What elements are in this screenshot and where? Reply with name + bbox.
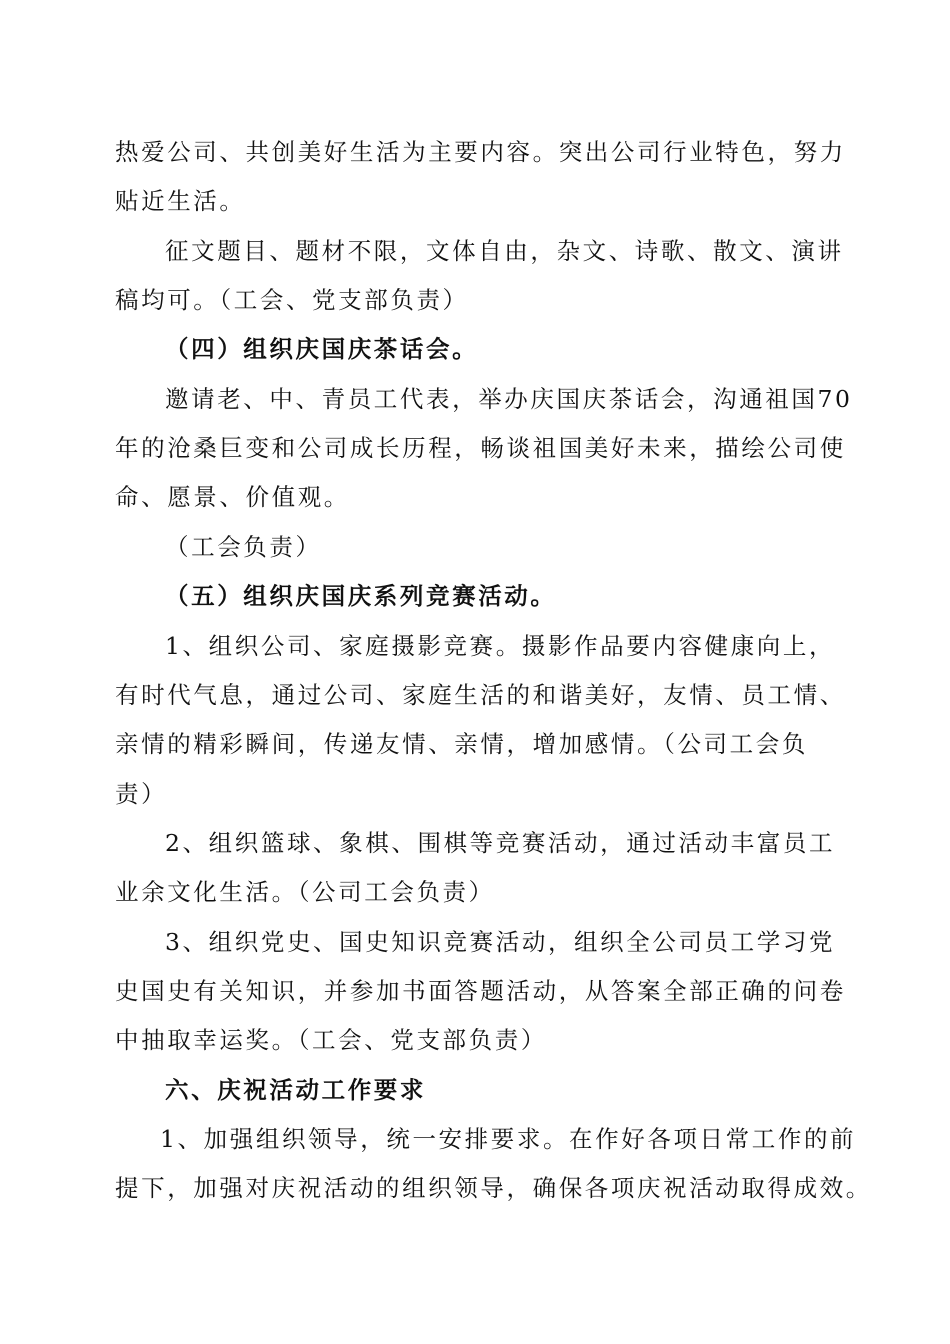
section-heading: （五）组织庆国庆系列竞赛活动。 — [165, 582, 557, 610]
paragraph-line: 2、组织篮球、象棋、围棋等竞赛活动，通过活动丰富员工 — [165, 829, 836, 857]
paragraph-line: 史国史有关知识，并参加书面答题活动，从答案全部正确的问卷 — [115, 977, 846, 1005]
paragraph-line: 亲情的精彩瞬间，传递友情、亲情，增加感情。（公司工会负 — [115, 730, 808, 758]
section-heading: （四）组织庆国庆茶话会。 — [165, 335, 479, 363]
paragraph-line: 热爱公司、共创美好生活为主要内容。突出公司行业特色，努力 — [115, 138, 846, 166]
paragraph-line: 1、组织公司、家庭摄影竞赛。摄影作品要内容健康向上， — [165, 632, 836, 660]
paragraph-line: 1、加强组织领导，统一安排要求。在作好各项日常工作的前 — [160, 1125, 857, 1153]
paragraph-line: 征文题目、题材不限，文体自由，杂文、诗歌、散文、演讲 — [165, 237, 844, 265]
paragraph-line: 有时代气息，通过公司、家庭生活的和谐美好，友情、员工情、 — [115, 681, 846, 709]
paragraph-line: 责） — [115, 780, 168, 808]
section-heading: 六、庆祝活动工作要求 — [165, 1076, 426, 1104]
paragraph-line: 贴近生活。 — [115, 187, 246, 215]
paragraph-line: 邀请老、中、青员工代表，举办庆国庆茶话会，沟通祖国70 — [165, 385, 853, 413]
paragraph-line: 稿均可。（工会、党支部负责） — [115, 286, 469, 314]
paragraph-line: 命、愿景、价值观。 — [115, 483, 350, 511]
paragraph-line: 中抽取幸运奖。（工会、党支部负责） — [115, 1026, 547, 1054]
paragraph-line: 年的沧桑巨变和公司成长历程，畅谈祖国美好未来，描绘公司使 — [115, 434, 846, 462]
paragraph-line: （工会负责） — [165, 533, 322, 561]
paragraph-line: 3、组织党史、国史知识竞赛活动，组织全公司员工学习党 — [165, 928, 836, 956]
paragraph-line: 提下，加强对庆祝活动的组织领导，确保各项庆祝活动取得成效。 — [115, 1174, 872, 1202]
paragraph-line: 业余文化生活。（公司工会负责） — [115, 878, 495, 906]
